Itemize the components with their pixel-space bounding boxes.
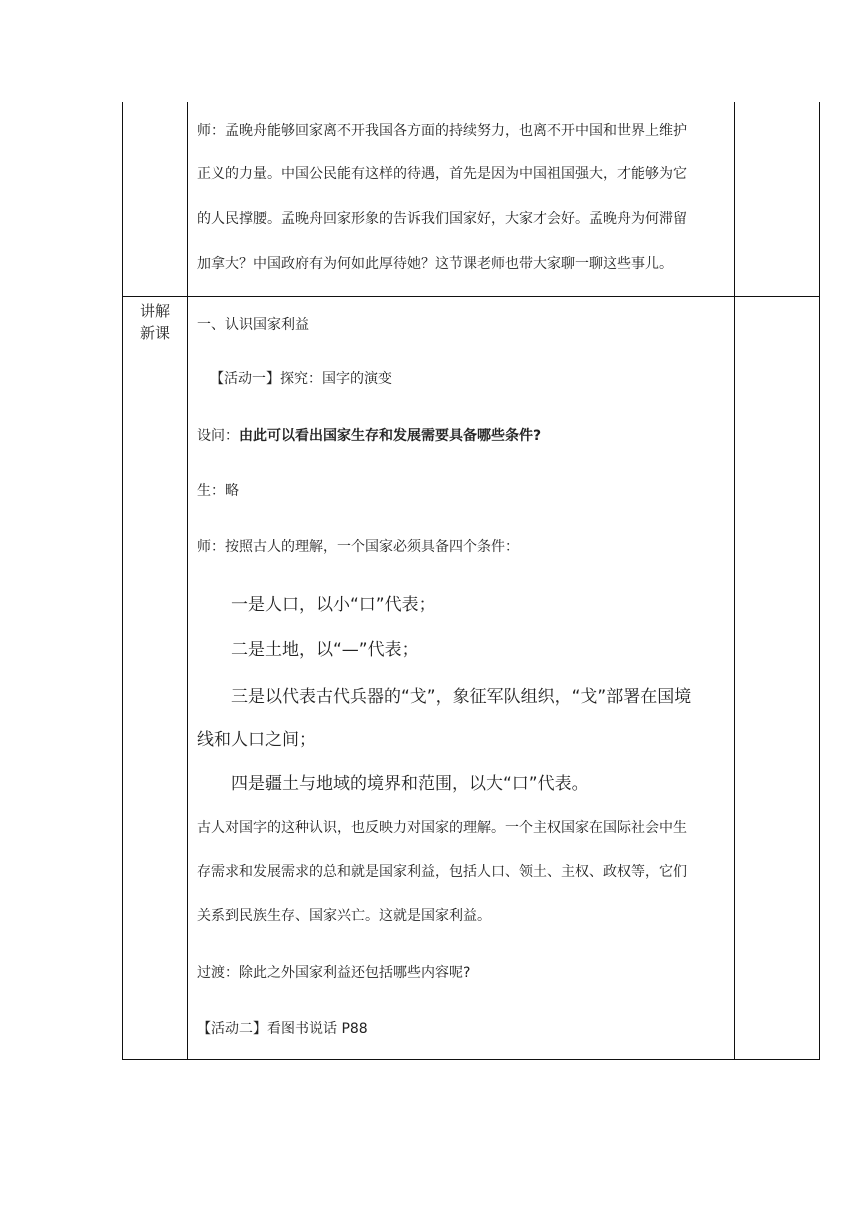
table-border-col1 bbox=[187, 102, 188, 1060]
condition-one: 一是人口，以小“口”代表； bbox=[231, 595, 436, 615]
section-label-line-1: 讲解 bbox=[139, 302, 170, 320]
question-prefix: 设问： bbox=[197, 428, 239, 444]
intro-line-4: 加拿大？中国政府有为何如此厚待她？这节课老师也带大家聊一聊这些事儿。 bbox=[197, 256, 673, 272]
activity-one-heading: 【活动一】探究：国字的演变 bbox=[210, 371, 392, 387]
section-heading: 一、认识国家利益 bbox=[197, 317, 309, 333]
summary-line-2: 存需求和发展需求的总和就是国家利益，包括人口、领土、主权、政权等，它们 bbox=[197, 864, 687, 880]
teacher-statement: 师：按照古人的理解，一个国家必须具备四个条件： bbox=[197, 539, 519, 555]
condition-three-line-1: 三是以代表古代兵器的“戈”，象征军队组织，“戈”部署在国境 bbox=[231, 687, 692, 707]
condition-three-line-2: 线和人口之间； bbox=[197, 730, 316, 750]
condition-four: 四是疆土与地域的境界和范围，以大“口”代表。 bbox=[231, 774, 589, 794]
summary-line-1: 古人对国字的这种认识，也反映力对国家的理解。一个主权国家在国际社会中生 bbox=[197, 820, 687, 836]
summary-line-3: 关系到民族生存、国家兴亡。这就是国家利益。 bbox=[197, 908, 491, 924]
table-border-bottom bbox=[122, 1059, 820, 1060]
table-border-left bbox=[122, 102, 123, 1060]
activity-two-heading: 【活动二】看图书说话 P88 bbox=[197, 1021, 368, 1037]
table-border-col2 bbox=[734, 102, 735, 1060]
table-row-divider bbox=[122, 296, 820, 297]
table-border-right bbox=[819, 102, 820, 1060]
question-bold-text: 由此可以看出国家生存和发展需要具备哪些条件? bbox=[239, 428, 542, 444]
transition-question: 过渡：除此之外国家利益还包括哪些内容呢? bbox=[197, 965, 471, 981]
intro-line-3: 的人民撑腰。孟晚舟回家形象的告诉我们国家好，大家才会好。孟晚舟为何滞留 bbox=[197, 211, 687, 227]
condition-two: 二是土地，以“—”代表； bbox=[231, 640, 419, 660]
section-label-line-2: 新课 bbox=[139, 324, 170, 342]
intro-line-2: 正义的力量。中国公民能有这样的待遇，首先是因为中国祖国强大，才能够为它 bbox=[197, 166, 687, 182]
student-answer: 生：略 bbox=[197, 483, 239, 499]
question-line bbox=[197, 425, 541, 445]
intro-line-1: 师：孟晚舟能够回家离不开我国各方面的持续努力，也离不开中国和世界上维护 bbox=[197, 123, 687, 139]
